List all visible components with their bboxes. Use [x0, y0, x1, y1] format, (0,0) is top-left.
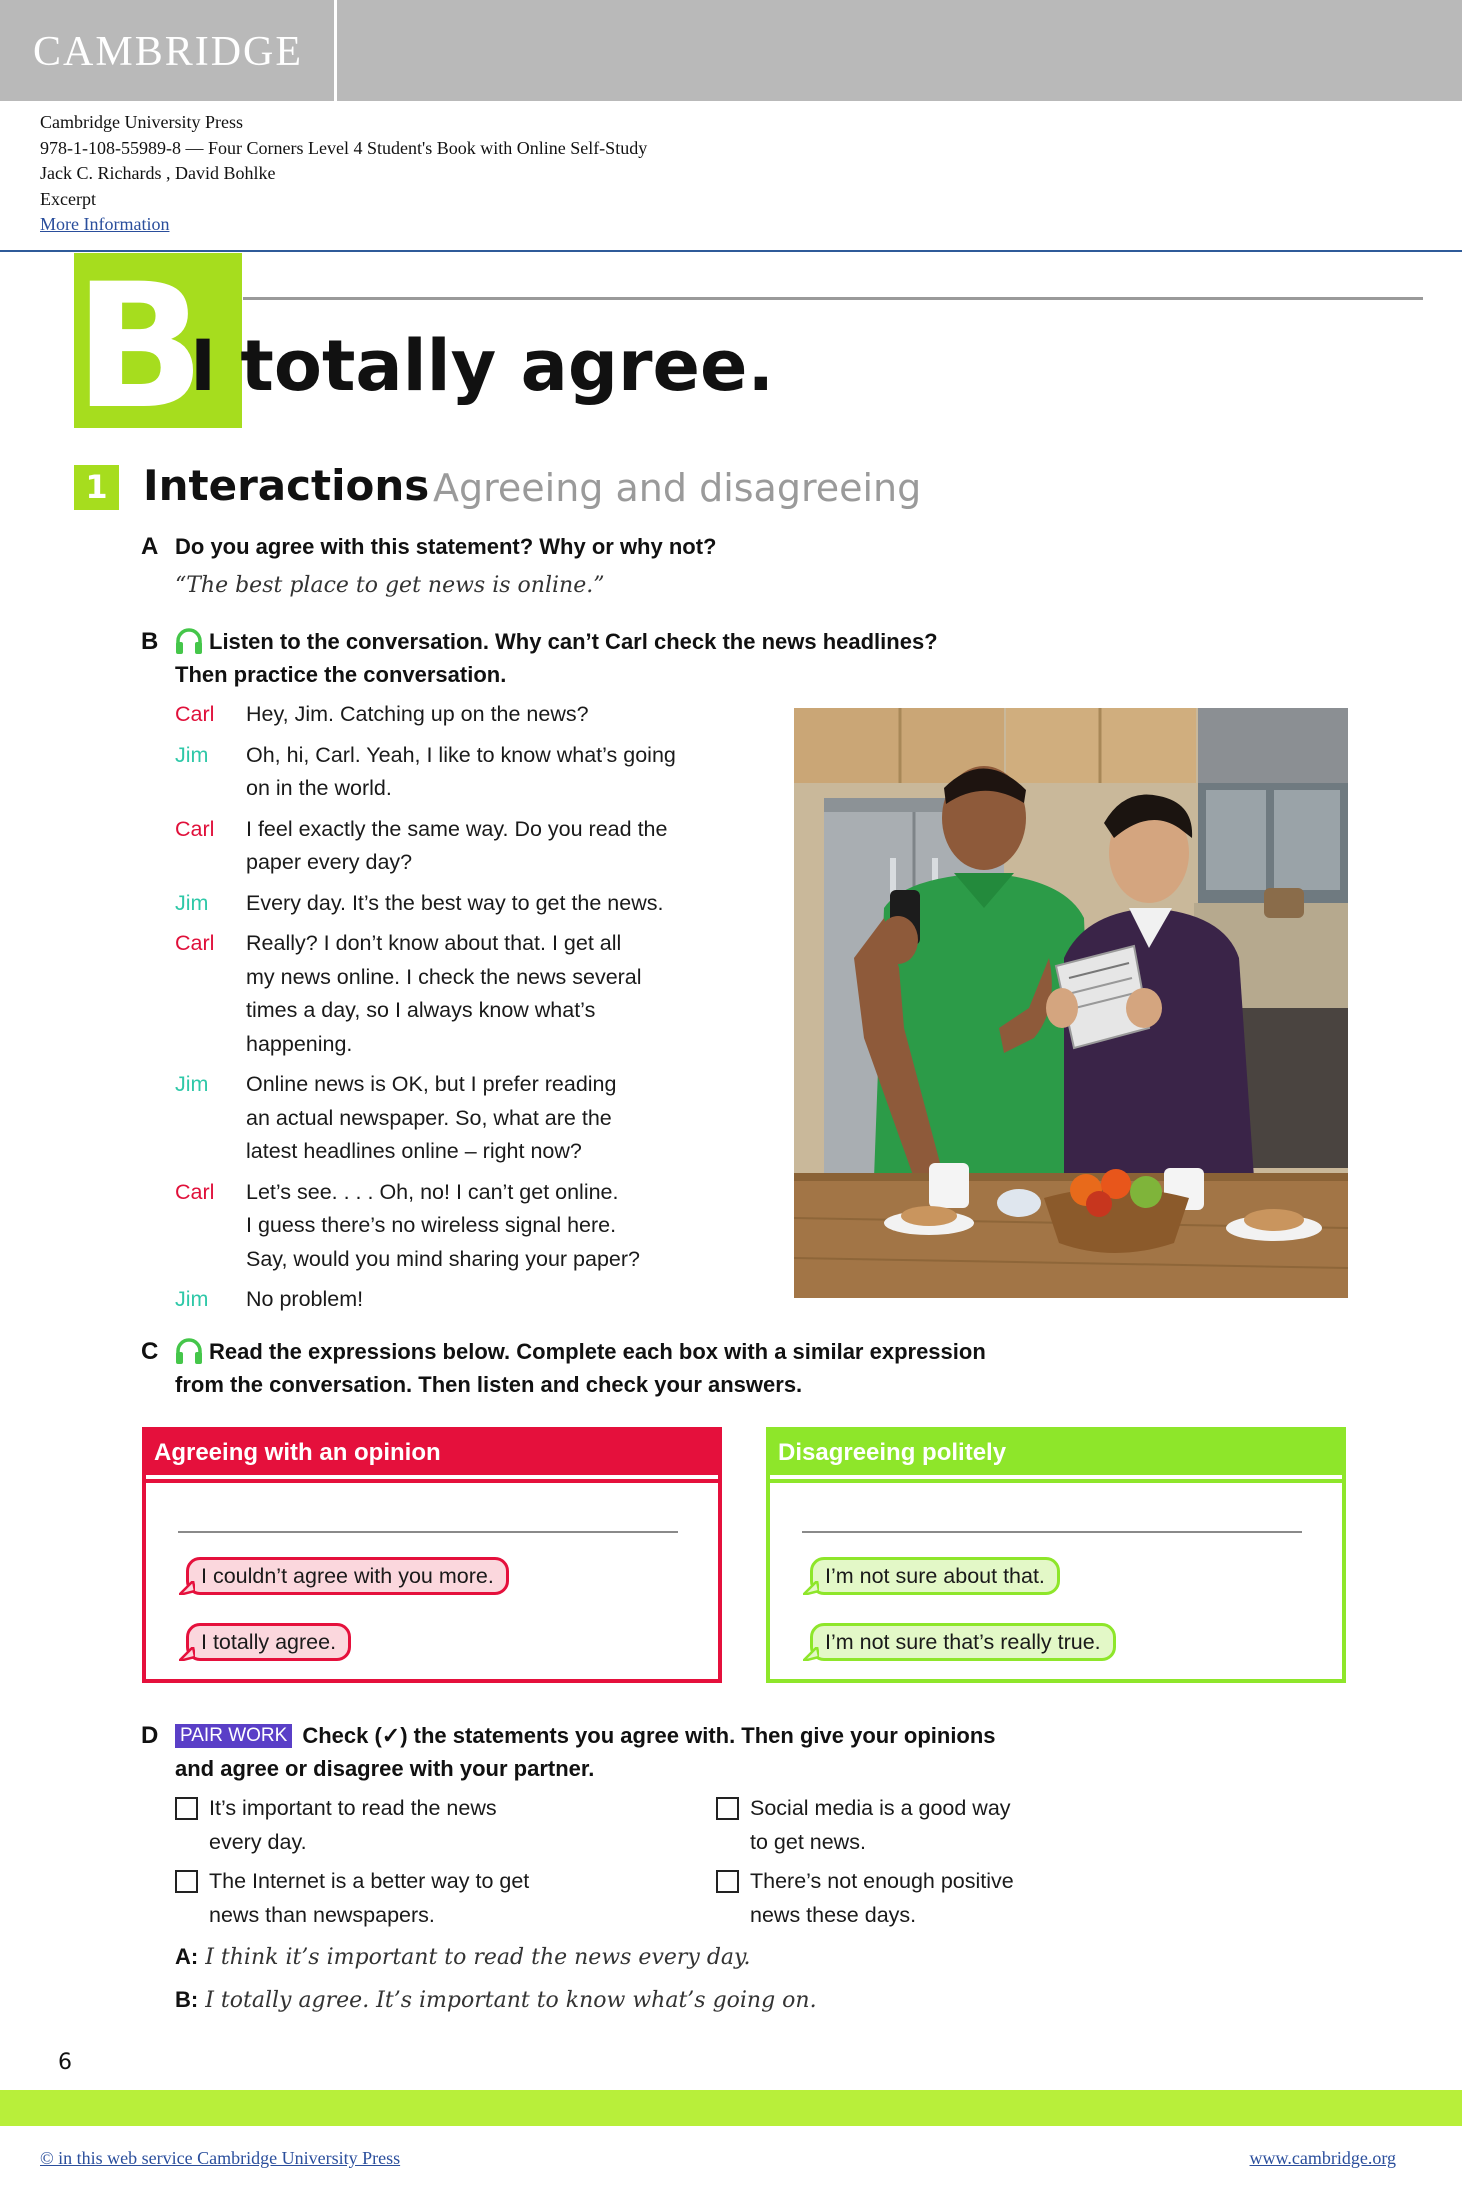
conversation-turn	[175, 887, 735, 921]
bubble-text: I’m not sure about that.	[825, 1564, 1045, 1588]
dialogue-line: I feel exactly the same way. Do you read the	[246, 816, 668, 841]
dialogue-line: Every day. It’s the best way to get the news.	[246, 890, 664, 915]
exercise-b-letter: B	[141, 628, 159, 655]
exercise-d-instruction-1	[175, 1719, 996, 1752]
speaker-name: Carl	[175, 816, 215, 841]
statement-text: Social media is a good way	[750, 1796, 1011, 1820]
speech-bubble	[810, 1557, 1060, 1595]
model-text-b: I totally agree. It’s important to know what’s going on.	[205, 1988, 817, 2013]
speaker-lines	[246, 1068, 616, 1169]
bubble-text: I totally agree.	[201, 1630, 337, 1654]
kitchen-photo	[794, 708, 1348, 1298]
footer-band	[0, 2090, 1462, 2126]
logo-box	[0, 0, 337, 101]
title-rule	[243, 297, 1423, 300]
speaker-name: Carl	[175, 931, 215, 955]
copyright-link[interactable]: © in this web service Cambridge University Press	[40, 2148, 401, 2168]
model-line-b	[175, 1987, 817, 2013]
exercise-d-instruction-2: and agree or disagree with your partner.	[175, 1756, 595, 1781]
statement-checkbox[interactable]	[716, 1870, 739, 1893]
header-band	[0, 0, 1462, 101]
dialogue-line: I guess there’s no wireless signal here.	[246, 1213, 617, 1237]
cambridge-logo: CAMBRIDGE	[33, 29, 304, 75]
statement-text: It’s important to read the news	[209, 1796, 497, 1820]
bubble-tail-icon	[803, 1647, 819, 1661]
statement-checkbox[interactable]	[175, 1870, 198, 1893]
dialogue-line: happening.	[246, 1031, 353, 1056]
exercise-b-instruction-1: Listen to the conversation. Why can’t Carl check the news headlines?	[209, 629, 938, 654]
dialogue-line: Really? I don’t know about that. I get all	[246, 931, 622, 955]
dialogue-line: Online news is OK, but I prefer reading	[246, 1072, 617, 1096]
dialogue-line: No problem!	[246, 1287, 364, 1311]
page-number: 6	[58, 2050, 72, 2075]
headphones-icon[interactable]	[174, 627, 204, 655]
dialogue-line: on in the world.	[246, 776, 392, 800]
excerpt-label: Excerpt	[40, 188, 96, 209]
exercise-b-instruction-2: Then practice the conversation.	[175, 662, 507, 687]
statement-checkbox[interactable]	[716, 1797, 739, 1820]
speaker-lines	[246, 1283, 363, 1317]
dialogue-line: Say, would you mind sharing your paper?	[246, 1246, 640, 1271]
answer-line[interactable]	[802, 1531, 1302, 1533]
speaker-name: Jim	[175, 890, 209, 915]
dialogue-line: an actual newspaper. So, what are the	[246, 1105, 612, 1130]
speaker-name: Jim	[175, 1287, 209, 1311]
agreeing-box-body	[146, 1479, 718, 1679]
headphones-icon[interactable]	[174, 1337, 204, 1365]
speech-bubble	[186, 1557, 509, 1595]
statement-text: news these days.	[750, 1902, 917, 1927]
statement-text: There’s not enough positive	[750, 1869, 1014, 1893]
lesson-title: I totally agree.	[190, 325, 775, 407]
section-number: 1	[74, 465, 119, 510]
section-subtitle: Agreeing and disagreeing	[433, 466, 922, 510]
exercise-a-letter: A	[141, 533, 159, 560]
statement-text: news than newspapers.	[209, 1902, 435, 1927]
conversation-turn	[175, 1283, 735, 1317]
speaker-name: Carl	[175, 702, 215, 726]
conversation-turn	[175, 813, 735, 880]
book-metadata	[40, 110, 647, 238]
dialogue-line: my news online. I check the news several	[246, 964, 642, 989]
speaker-name: Carl	[175, 1179, 215, 1204]
isbn-line: 978-1-108-55989-8 — Four Corners Level 4 Student's Book with Online Self-Study	[40, 137, 648, 158]
dialogue-line: Oh, hi, Carl. Yeah, I like to know what’s going	[246, 742, 676, 767]
speaker-lines	[246, 887, 663, 921]
statement-item	[175, 1865, 529, 1932]
header-divider	[0, 250, 1462, 252]
speaker-name: Jim	[175, 742, 209, 767]
pair-work-badge: PAIR WORK	[175, 1724, 292, 1748]
speech-bubble	[810, 1623, 1116, 1661]
model-speaker-b: B:	[175, 1987, 199, 2012]
website-link[interactable]: www.cambridge.org	[1249, 2148, 1396, 2168]
speech-bubble	[186, 1623, 351, 1661]
speaker-lines	[246, 927, 642, 1061]
lesson-letter: B	[74, 253, 206, 428]
model-speaker-a: A:	[175, 1944, 199, 1969]
conversation	[175, 698, 735, 1324]
dialogue-line: times a day, so I always know what’s	[246, 998, 596, 1022]
statement-checkbox[interactable]	[175, 1797, 198, 1820]
bubble-tail-icon	[179, 1581, 195, 1595]
disagreeing-box	[766, 1427, 1346, 1683]
dialogue-line: Let’s see. . . . Oh, no! I can’t get online.	[246, 1179, 619, 1204]
dialogue-line: Hey, Jim. Catching up on the news?	[246, 702, 589, 726]
bubble-tail-icon	[803, 1581, 819, 1595]
statement-text: every day.	[209, 1829, 307, 1854]
exercise-a-statement: “The best place to get news is online.”	[175, 573, 605, 598]
authors: Jack C. Richards , David Bohlke	[40, 163, 276, 183]
bubble-text: I’m not sure that’s really true.	[825, 1630, 1101, 1654]
publisher: Cambridge University Press	[40, 112, 243, 132]
dialogue-line: paper every day?	[246, 850, 413, 874]
exercise-d-letter: D	[141, 1722, 159, 1749]
model-line-a	[175, 1944, 751, 1970]
answer-line[interactable]	[178, 1531, 678, 1533]
model-text-a: I think it’s important to read the news every day.	[205, 1945, 751, 1970]
conversation-turn	[175, 1068, 735, 1169]
statement-item	[716, 1865, 1014, 1932]
speaker-lines	[246, 739, 676, 806]
exercise-c-letter: C	[141, 1338, 159, 1365]
dialogue-line: latest headlines online – right now?	[246, 1139, 582, 1163]
disagreeing-box-title: Disagreeing politely	[770, 1431, 1342, 1475]
exercise-a-instruction: Do you agree with this statement? Why or why not?	[175, 534, 717, 559]
statement-text: to get news.	[750, 1829, 866, 1854]
conversation-turn	[175, 698, 735, 732]
bubble-tail-icon	[179, 1647, 195, 1661]
speaker-name: Jim	[175, 1072, 209, 1096]
agreeing-box-title: Agreeing with an opinion	[146, 1431, 718, 1475]
exercise-d-instruction-text: Check (✓) the statements you agree with. Then give your opinions	[302, 1723, 996, 1748]
bubble-text: I couldn’t agree with you more.	[201, 1564, 494, 1588]
section-title: Interactions	[143, 461, 430, 510]
disagreeing-box-body	[770, 1479, 1342, 1679]
more-information-link[interactable]: More Information	[40, 214, 170, 234]
statement-item	[175, 1792, 497, 1859]
speaker-lines	[246, 813, 667, 880]
exercise-c-instruction-2: from the conversation. Then listen and check your answers.	[175, 1372, 803, 1397]
speaker-lines	[246, 1176, 640, 1277]
statement-text: The Internet is a better way to get	[209, 1869, 530, 1893]
conversation-turn	[175, 927, 735, 1061]
conversation-turn	[175, 739, 735, 806]
statement-item	[716, 1792, 1011, 1859]
agreeing-box	[142, 1427, 722, 1683]
conversation-turn	[175, 1176, 735, 1277]
speaker-lines	[246, 698, 589, 732]
exercise-c-instruction-1: Read the expressions below. Complete each box with a similar expression	[209, 1339, 986, 1364]
